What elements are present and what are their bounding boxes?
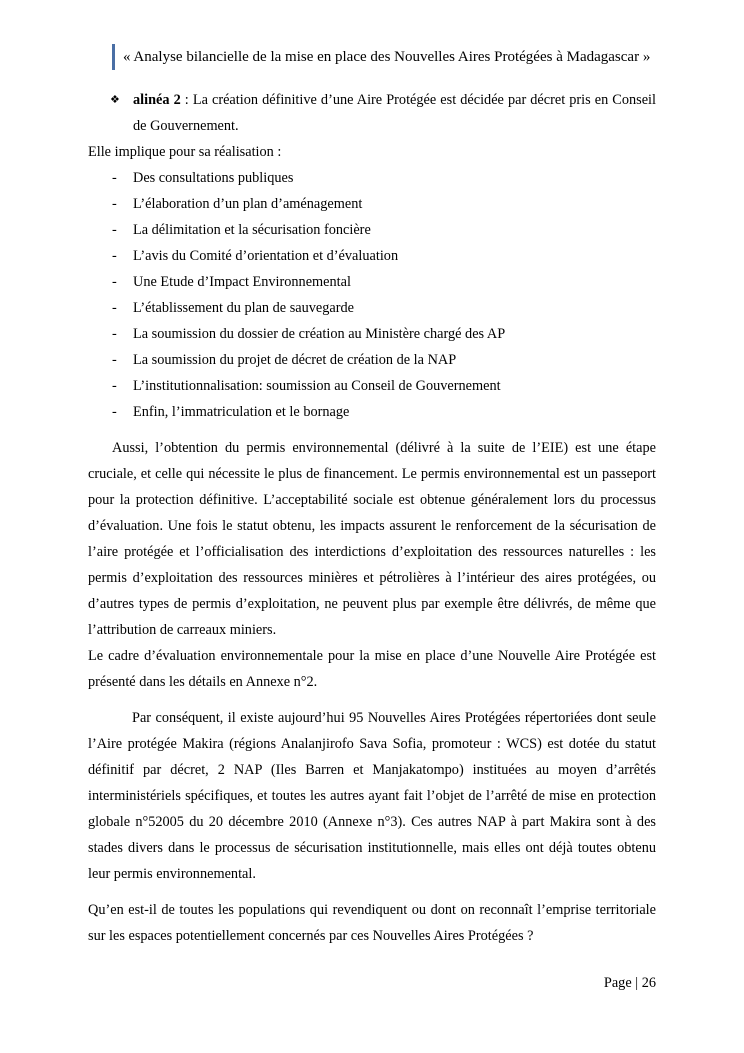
list-item-text: Enfin, l’immatriculation et le bornage (133, 404, 350, 420)
list-item-text: L’institutionnalisation: soumission au Conseil de Gouvernement (133, 378, 501, 394)
list-item-text: Une Etude d’Impact Environnemental (133, 274, 351, 290)
dash-marker: - (112, 274, 117, 290)
spacer (88, 425, 656, 435)
paragraph-cadre: Le cadre d’évaluation environnementale pour la mise en place d’une Nouvelle Aire Protégée est présenté dans les détails en Annexe n°2. (88, 648, 656, 690)
list-item (88, 191, 656, 217)
list-item (88, 321, 656, 347)
dash-marker: - (112, 196, 117, 212)
list-item (88, 269, 656, 295)
list-item (88, 217, 656, 243)
page-content (88, 87, 656, 949)
dash-marker: - (112, 300, 117, 316)
dash-marker: - (112, 170, 117, 186)
list-item (88, 295, 656, 321)
dash-marker: - (112, 222, 117, 238)
list-item (88, 347, 656, 373)
paragraph-permis: Aussi, l’obtention du permis environnemental (délivré à la suite de l’EIE) est une étape cruciale, et celle qui nécessite le plus de financement. Le permis environnemental est un passeport pour la protection définitive. L’acceptabilité sociale est obtenue généralement lors du processus d’évaluation. Une fois le statut obtenu, les impacts assurent le renforcement de la sécurisation de l’aire protégée et l’officialisation des interdictions d’exploitation des ressources naturelles : les permis d’exploitation des ressources minières et pétrolières à l’intérieur des aires protégées, ou d’autres types de permis d’exploitation, ne peuvent plus par exemple être délivrés, de même que l’attribution de carreaux miniers. (88, 440, 656, 638)
page-separator: | (635, 975, 639, 991)
diamond-bullet-icon: ❖ (110, 94, 120, 106)
spacer (88, 695, 656, 705)
page-label: Page (603, 975, 632, 991)
list-item-text: La soumission du dossier de création au Ministère chargé des AP (133, 326, 506, 342)
list-item-text: La délimitation et la sécurisation foncière (133, 222, 371, 238)
dash-marker: - (112, 352, 117, 368)
dash-marker: - (112, 326, 117, 342)
list-item (88, 373, 656, 399)
list-item (88, 243, 656, 269)
alinea-label: alinéa 2 (133, 92, 181, 108)
list-item (88, 165, 656, 191)
alinea-bullet (88, 87, 656, 139)
paragraph-consequent: Par conséquent, il existe aujourd’hui 95 Nouvelles Aires Protégées répertoriées dont seule l’Aire protégée Makira (régions Analanjirofo Sava Sofia, promoteur : WCS) est dotée du statut définitif par décret, 2 NAP (Iles Barren et Manjakatompo) instituées au moyen d’arrêtés interministériels spécifiques, et toutes les autres ayant fait l’objet de l’arrêté de mise en protection globale n°52005 du 20 décembre 2010 (Annexe n°3). Ces autres NAP à part Makira sont à des stades divers dans le processus de sécurisation institutionnelle, mais elles ont déjà toutes obtenu leur permis environnemental. (88, 710, 656, 882)
list-item-text: L’élaboration d’un plan d’aménagement (133, 196, 363, 212)
list-item-text: Des consultations publiques (133, 170, 294, 186)
list-item (88, 399, 656, 425)
requirements-list (88, 165, 656, 425)
paragraph-question: Qu’en est-il de toutes les populations qui revendiquent ou dont on reconnaît l’emprise territoriale sur les espaces potentiellement concernés par ces Nouvelles Aires Protégées ? (88, 902, 656, 944)
dash-marker: - (112, 248, 117, 264)
header-title: « Analyse bilancielle de la mise en place des Nouvelles Aires Protégées à Madagascar » (123, 49, 651, 65)
list-item-text: L’établissement du plan de sauvegarde (133, 300, 355, 316)
list-item-text: La soumission du projet de décret de création de la NAP (133, 352, 457, 368)
intro-text: Elle implique pour sa réalisation : (88, 144, 282, 160)
page-footer (604, 970, 656, 996)
spacer (88, 887, 656, 897)
page-header (112, 44, 650, 70)
list-item-text: L’avis du Comité d’orientation et d’évaluation (133, 248, 399, 264)
dash-marker: - (112, 404, 117, 420)
dash-marker: - (112, 378, 117, 394)
alinea-text: : La création définitive d’une Aire Protégée est décidée par décret pris en Conseil de Gouvernement. (133, 92, 656, 134)
page-number: 26 (641, 975, 656, 991)
